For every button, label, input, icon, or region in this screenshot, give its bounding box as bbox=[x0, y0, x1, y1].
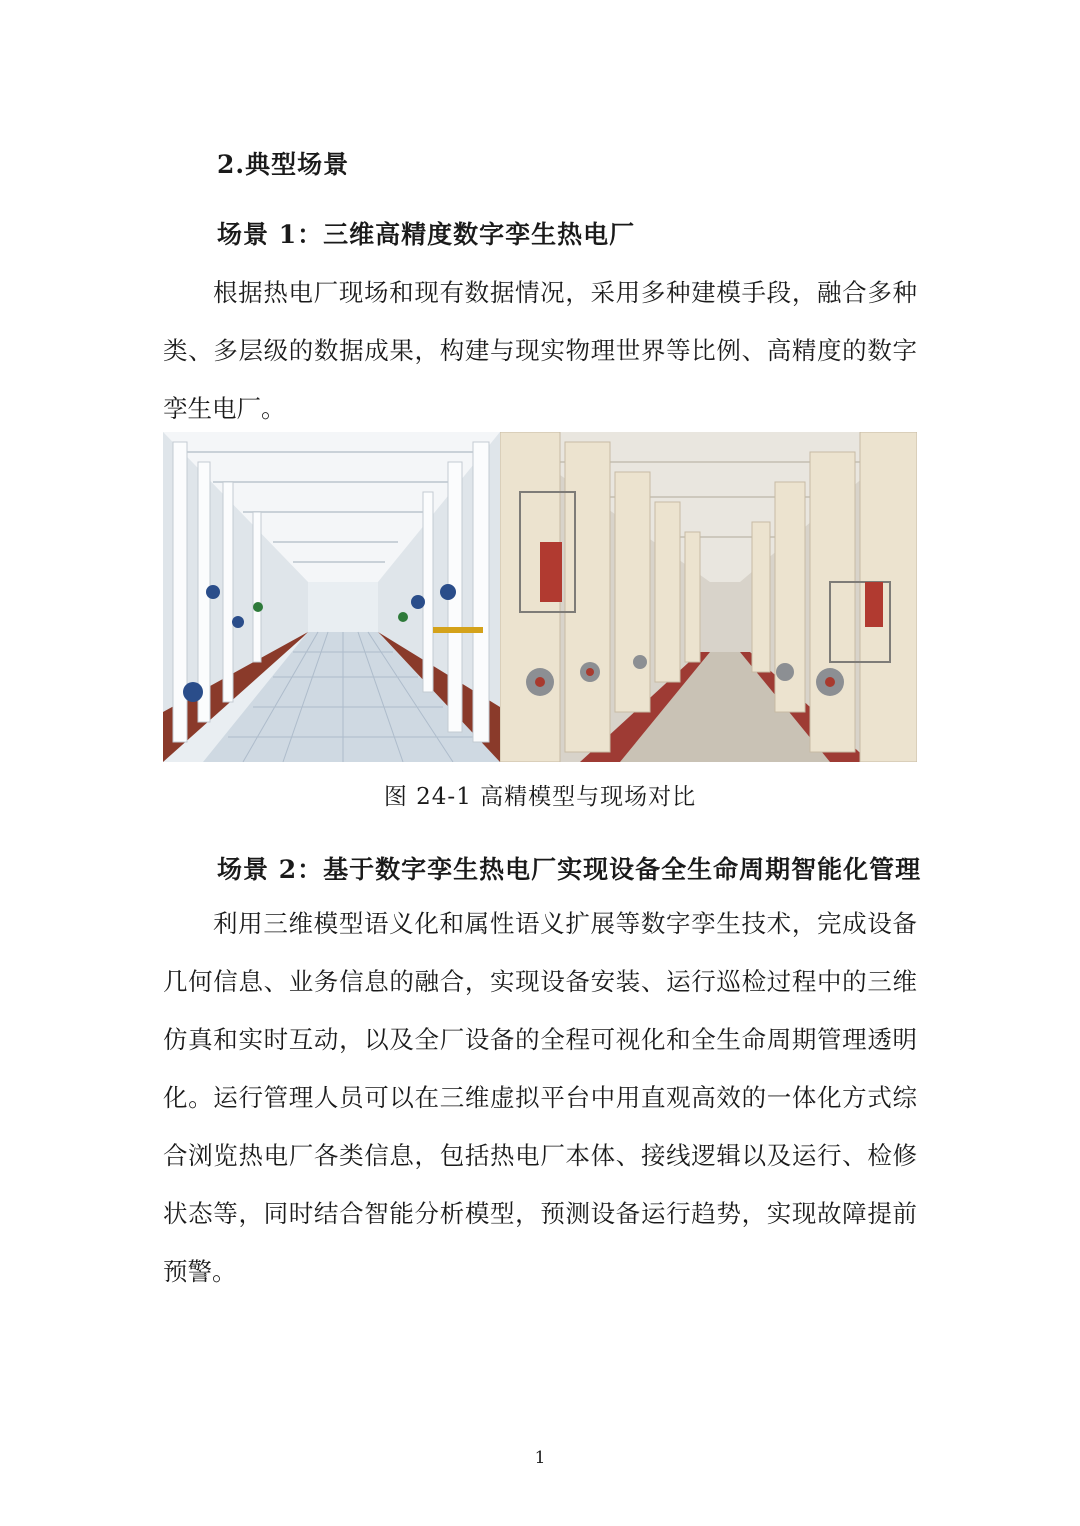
scene2-title: 场景 2：基于数字孪生热电厂实现设备全生命周期智能化管理 bbox=[217, 855, 922, 884]
scene2-paragraph: 利用三维模型语义化和属性语义扩展等数字孪生技术，完成设备几何信息、业务信息的融合，实现设备安装、运行巡检过程中的三维仿真和实时互动，以及全厂设备的全程可视化和全生命周期管理透明化。运行管理人员可以在三维虚拟平台中用直观高效的一体化方式综合浏览热电厂各类信息，包括热电厂本体、接线逻辑以及运行、检修状态等，同时结合智能分析模型，预测设备运行趋势，实现故障提前预警。 bbox=[163, 909, 917, 1286]
section-title: 2.典型场景 bbox=[217, 150, 350, 179]
scene1-paragraph: 根据热电厂现场和现有数据情况，采用多种建模手段，融合多种类、多层级的数据成果，构建与现实物理世界等比例、高精度的数字孪生电厂。 bbox=[163, 278, 917, 423]
plant-site-photo-image bbox=[500, 432, 917, 762]
scene1-title: 场景 1：三维高精度数字孪生热电厂 bbox=[217, 220, 636, 249]
page-number: 1 bbox=[534, 1448, 546, 1468]
comparison-figure bbox=[163, 432, 917, 762]
figure-caption: 图 24-1 高精模型与现场对比 bbox=[383, 784, 697, 810]
3d-model-render-image bbox=[163, 432, 500, 762]
